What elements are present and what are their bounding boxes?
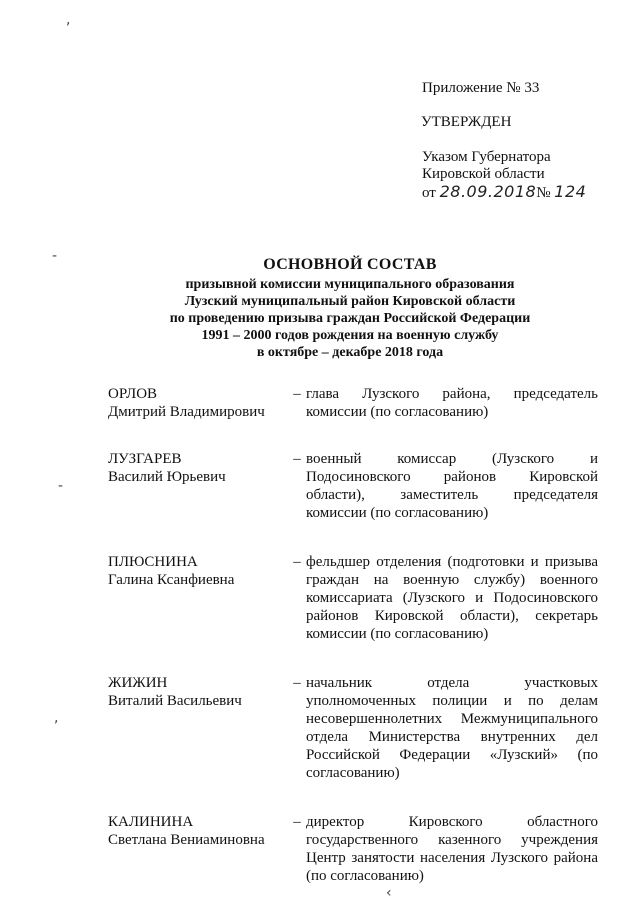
member-dash: – [293,451,301,467]
scan-mark-bottom: ‹ [386,885,392,901]
member-given-name: Виталий Васильевич [108,693,242,709]
member-role: фельдшер отделения (подготовки и призыва граждан на военную службу) военного комиссариата (Лузского и Подосиновского районов Кировской области), секретарь комиссии (по согласованию) [306,554,598,642]
member-entry [108,674,598,782]
member-role: военный комиссар (Лузского и Подосиновского районов Кировской области), заместитель председателя комиссии (по согласованию) [306,451,598,521]
title-line-5: в октябре – декабре 2018 года [256,345,444,360]
member-name [108,385,288,421]
title-line-3: по проведению призыва граждан Российской Федерации [169,311,531,326]
scan-mark-left-1: - [52,248,58,264]
member-given-name: Светлана Вениаминовна [108,832,265,848]
member-surname: ЛУЗГАРЕВ [108,451,182,467]
member-role: глава Лузского района, председатель комиссии (по согласованию) [306,386,598,420]
title-line-1: призывной комиссии муниципального образования [185,277,515,292]
member-dash: – [293,675,301,691]
members-list [108,385,598,885]
member-name [108,813,288,849]
date-prefix: от [422,185,436,201]
scan-mark-top: , [66,12,71,28]
title-line-4: 1991 – 2000 годов рождения на военную службу [201,328,499,343]
member-entry [108,553,598,643]
member-role: директор Кировского областного государственного казенного учреждения Центр занятости населения Лузского района (по согласованию) [306,814,598,884]
scan-mark-left-3: , [54,710,59,726]
scan-mark-left-2: - [58,478,64,494]
approved-label: УТВЕРЖДЕН [421,114,512,130]
number-sign: № [536,185,551,201]
member-surname: ОРЛОВ [108,386,158,402]
member-given-name: Василий Юрьевич [108,469,226,485]
title-main: ОСНОВНОЙ СОСТАВ [263,256,437,273]
member-dash: – [293,554,301,570]
handwritten-date: 28.09.2018 [439,182,537,201]
member-name [108,553,288,589]
member-entry [108,385,598,421]
decree-line-1: Указом Губернатора [422,149,551,165]
member-dash: – [293,386,301,402]
member-surname: ПЛЮСНИНА [108,554,198,570]
member-dash: – [293,814,301,830]
decree-line-2: Кировской области [422,166,545,182]
decree-block [422,149,586,202]
member-entry [108,450,598,522]
document-title [100,254,600,361]
appendix-number: Приложение № 33 [422,80,540,96]
member-surname: КАЛИНИНА [108,814,194,830]
decree-date-line [422,183,586,202]
member-name [108,450,288,486]
title-line-2: Лузский муниципальный район Кировской области [184,294,516,309]
member-entry [108,813,598,885]
member-given-name: Галина Ксанфиевна [108,572,235,588]
member-name [108,674,288,710]
member-role: начальник отдела участковых уполномоченных полиции и по делам несовершеннолетних Межмуниципального отдела Министерства внутренних дел Российской Федерации «Лузский» (по согласованию) [306,675,598,781]
member-surname: ЖИЖИН [108,675,168,691]
member-given-name: Дмитрий Владимирович [108,404,265,420]
handwritten-number: 124 [554,182,587,201]
